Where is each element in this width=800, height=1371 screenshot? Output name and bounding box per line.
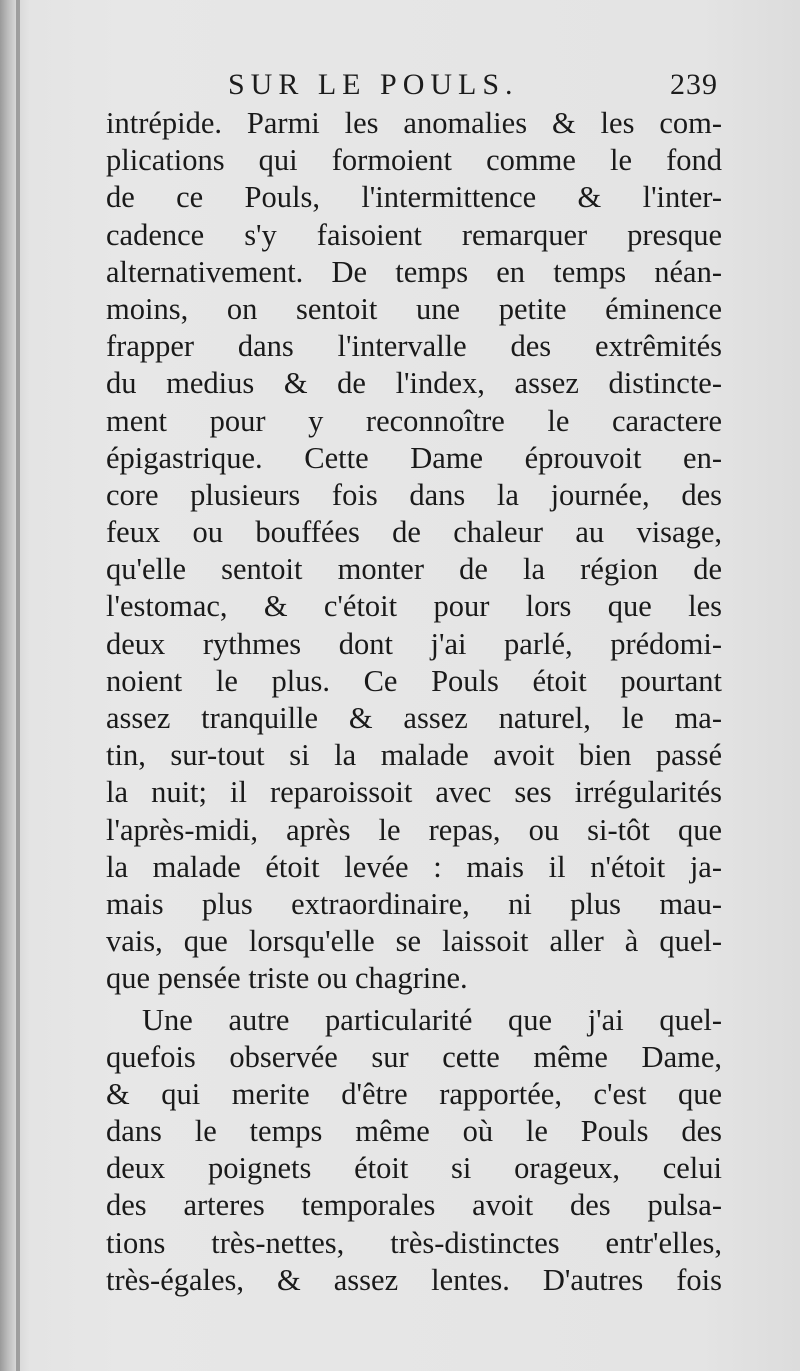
page-number: 239 [670,68,718,101]
text-line: plications qui formoient comme le fond [106,143,722,178]
text-line: épigastrique. Cette Dame éprouvoit en- [106,440,722,475]
text-line: mais plus extraordinaire, ni plus mau- [106,886,722,921]
text-line: dans le temps même où le Pouls des [106,1114,722,1149]
text-line: l'estomac, & c'étoit pour lors que les [106,589,722,624]
text-line: deux rythmes dont j'ai parlé, prédomi- [106,626,722,661]
text-line: quefois observée sur cette même Dame, [106,1039,722,1074]
text-line: alternativement. De temps en temps néan- [106,254,722,289]
binding-edge [16,0,20,1371]
text-line: tin, sur-tout si la malade avoit bien passé [106,738,722,773]
page-header [0,68,800,108]
text-line: cadence s'y faisoient remarquer presque [106,217,722,252]
text-line: tions très-nettes, très-distinctes entr'elles, [106,1225,722,1260]
text-line: l'après-midi, après le repas, ou si-tôt que [106,812,722,847]
text-line: assez tranquille & assez naturel, le ma- [106,701,722,735]
text-line: qu'elle sentoit monter de la région de [106,552,722,587]
text-line: très-égales, & assez lentes. D'autres fois [106,1262,722,1297]
text-line: du medius & de l'index, assez distincte- [106,366,722,401]
text-line: feux ou bouffées de chaleur au visage, [106,515,722,550]
text-line: la nuit; il reparoissoit avec ses irrégularités [106,775,722,810]
text-line: deux poignets étoit si orageux, celui [106,1151,722,1186]
text-line: intrépide. Parmi les anomalies & les com- [106,106,722,140]
text-line: frapper dans l'intervalle des extrêmités [106,329,722,364]
text-line: Une autre particularité que j'ai quel- [142,1002,722,1037]
text-line: vais, que lorsqu'elle se laissoit aller à quel- [106,924,722,959]
running-title: SUR LE POULS. [228,68,519,101]
text-line: la malade étoit levée : mais il n'étoit ja- [106,849,722,884]
text-line: de ce Pouls, l'intermittence & l'inter- [106,180,722,215]
text-line: des arteres temporales avoit des pulsa- [106,1188,722,1223]
text-line: & qui merite d'être rapportée, c'est que [106,1076,722,1111]
text-line: core plusieurs fois dans la journée, des [106,477,722,512]
text-line: que pensée triste ou chagrine. [106,961,468,996]
text-line: moins, on sentoit une petite éminence [106,291,722,326]
text-line: noient le plus. Ce Pouls étoit pourtant [106,663,722,698]
body-text [106,105,722,1299]
text-line: ment pour y reconnoître le caractere [106,403,722,438]
